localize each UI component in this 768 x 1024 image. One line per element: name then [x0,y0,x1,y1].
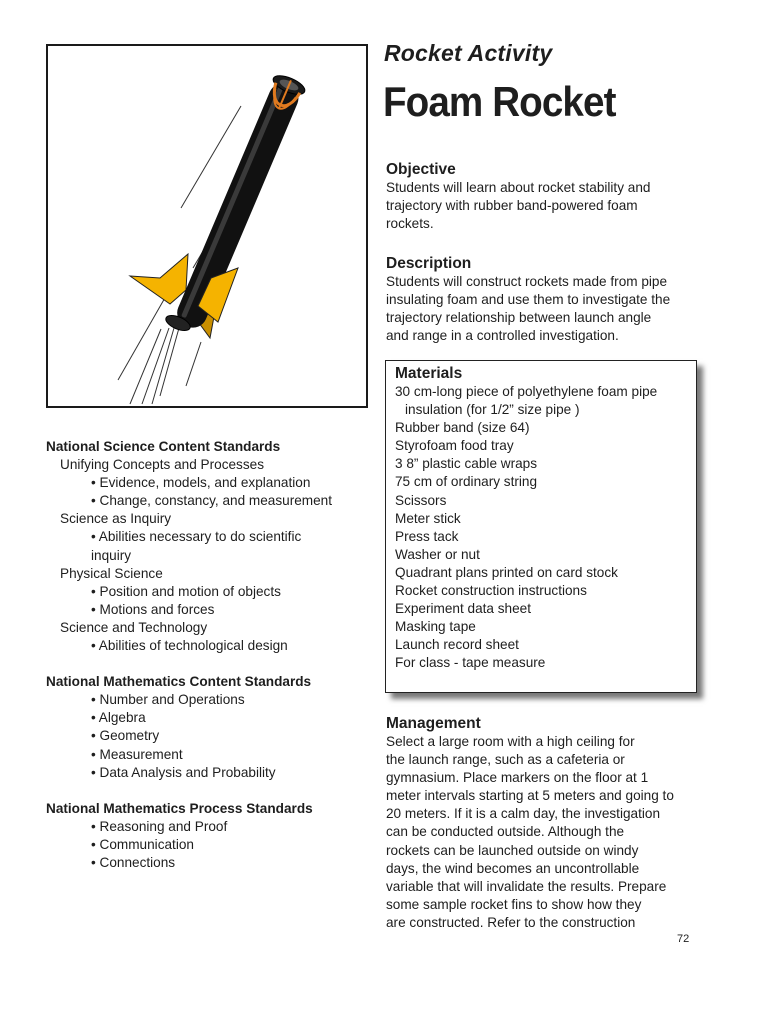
material-item: 3 8” plastic cable wraps [395,456,538,472]
objective-line: Students will learn about rocket stability and [386,180,651,195]
standard-item: • Evidence, models, and explanation [91,475,311,491]
standards-section [46,438,366,872]
management-line: the launch range, such as a cafeteria or [386,752,625,768]
standard-item: • Algebra [91,710,146,726]
material-item: Experiment data sheet [395,601,532,617]
standard-group: Physical Science [60,565,163,581]
material-item: Meter stick [395,510,461,526]
materials-box [385,360,697,693]
material-item: Quadrant plans printed on card stock [395,564,618,580]
description-heading: Description [386,255,472,272]
objective-section [386,160,716,233]
objective-heading: Objective [386,161,456,178]
page-number: 72 [677,933,690,945]
standard-group: Unifying Concepts and Processes [60,457,265,473]
standard-item: • Motions and forces [91,601,215,617]
standard-item: • Position and motion of objects [91,583,281,599]
standard-item: • Reasoning and Proof [91,818,228,834]
foam-rocket-illustration [46,44,368,408]
management-line: variable that will invalidate the results. Prepare [386,878,667,894]
material-item: 30 cm-long piece of polyethylene foam pipe [395,384,658,399]
description-line: insulating foam and use them to investigate the [386,292,671,308]
material-item: Launch record sheet [395,637,519,653]
standard-item: • Number and Operations [91,692,245,708]
management-line: can be conducted outside. Although the [386,824,625,840]
material-item: Scissors [395,492,447,508]
description-line: Students will construct rockets made from pipe [386,274,668,289]
management-line: are constructed. Refer to the construction [386,914,636,930]
material-item: 75 cm of ordinary string [395,474,538,490]
standard-item-continued: inquiry [91,547,132,563]
math-content-standards-heading: National Mathematics Content Standards [46,674,312,690]
standard-item: • Connections [91,854,176,870]
science-standards-heading: National Science Content Standards [46,439,281,454]
material-item: Styrofoam food tray [395,438,514,454]
material-item: Masking tape [395,619,476,635]
management-line: some sample rocket fins to show how they [386,896,642,912]
fin-left [130,254,188,304]
rocket-drawing [48,46,366,406]
standard-item: • Change, constancy, and measurement [91,493,333,509]
management-line: 20 meters. If it is a calm day, the investigation [386,806,661,822]
material-item: Washer or nut [395,546,480,562]
management-line: gymnasium. Place markers on the floor at 1 [386,770,649,786]
math-process-standards-heading: National Mathematics Process Standards [46,800,313,816]
material-item: For class - tape measure [395,655,546,671]
material-item: Rocket construction instructions [395,583,587,599]
description-section [386,254,716,345]
management-heading: Management [386,715,481,732]
materials-heading: Materials [395,365,463,382]
management-line: Select a large room with a high ceiling for [386,734,635,749]
management-section [386,714,726,932]
standard-group: Science as Inquiry [60,511,172,527]
standard-item: • Data Analysis and Probability [91,764,276,780]
material-item: Rubber band (size 64) [395,420,530,436]
standard-item: • Measurement [91,746,183,762]
objective-line: trajectory with rubber band-powered foam [386,198,638,214]
description-line: trajectory relationship between launch angle [386,310,652,326]
material-item-continued: insulation (for 1/2” size pipe ) [405,402,580,418]
management-line: days, the wind becomes an uncontrollable [386,860,640,876]
objective-line: rockets. [386,216,434,232]
standard-item: • Abilities of technological design [91,638,288,654]
standard-item: • Geometry [91,728,160,744]
page-title: Foam Rocket [383,78,616,125]
management-line: meter intervals starting at 5 meters and going to [386,788,674,804]
management-line: rockets can be launched outside on windy [386,842,639,858]
standard-item: • Communication [91,836,194,852]
activity-kicker: Rocket Activity [384,40,553,66]
standard-group: Science and Technology [60,619,208,635]
description-line: and range in a controlled investigation. [386,328,619,344]
materials-list [395,364,657,673]
standard-item: • Abilities necessary to do scientific [91,529,302,545]
material-item: Press tack [395,528,459,544]
